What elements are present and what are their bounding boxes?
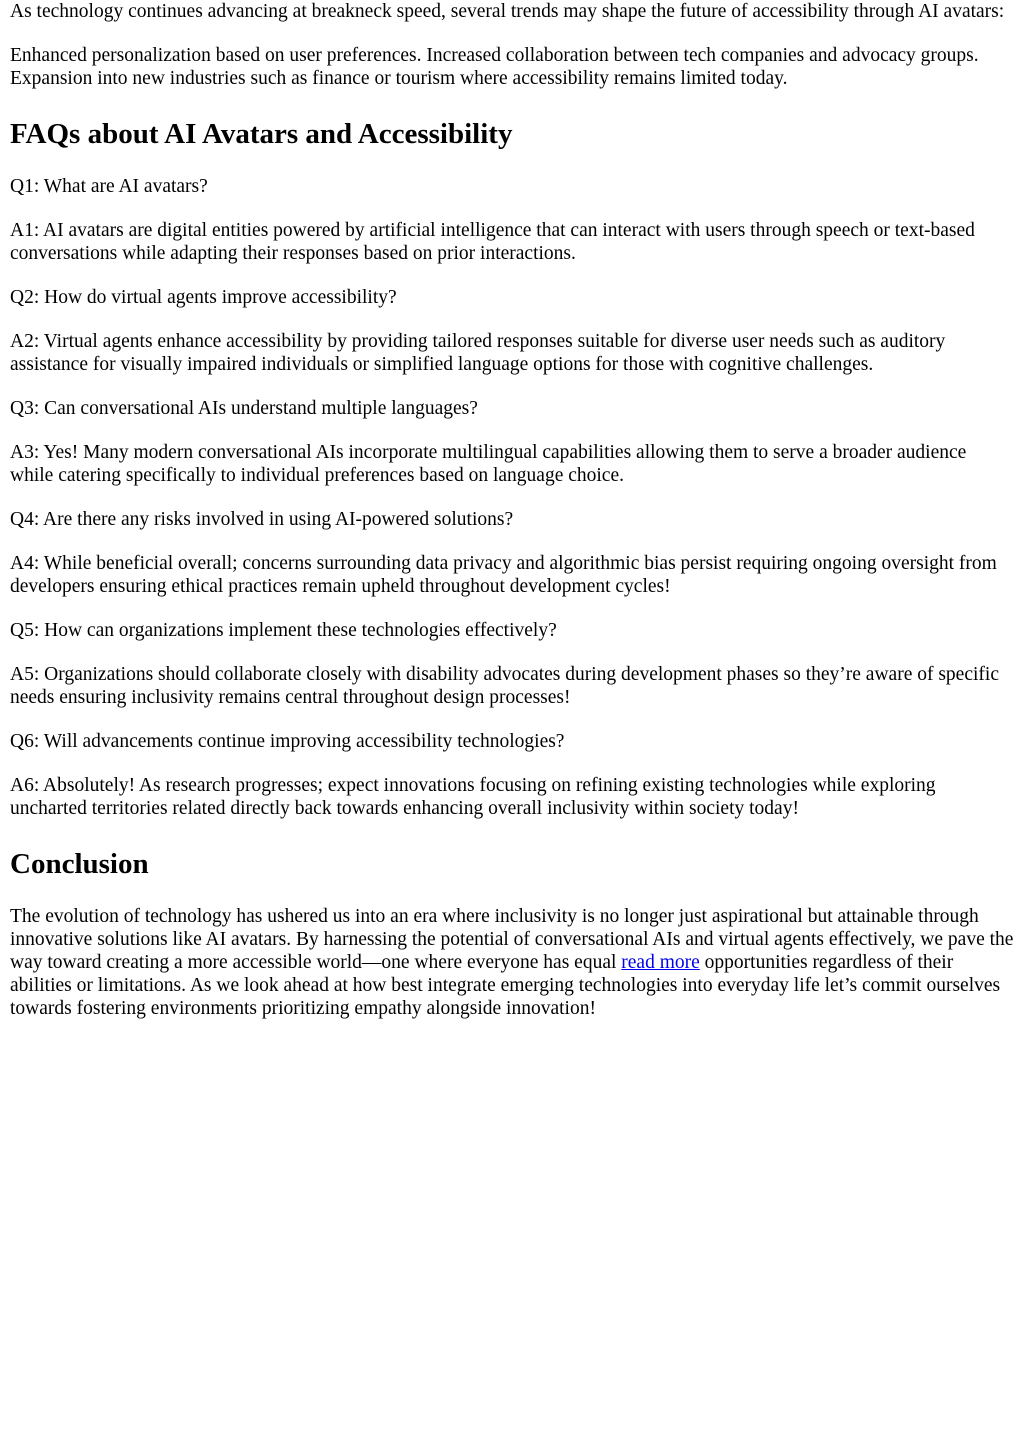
faq-answer: A4: While beneficial overall; concerns surrounding data privacy and algorithmic bias persist requiring ongoing oversight from developers ensuring ethical practices remain upheld throughout development cycles! (10, 553, 997, 597)
faq-answer: A6: Absolutely! As research progresses; expect innovations focusing on refining existing technologies while exploring uncharted territories related directly back towards enhancing overall inclusivity within society today! (10, 775, 936, 819)
faq-question: Q1: What are AI avatars? (10, 176, 208, 197)
faq-question: Q2: How do virtual agents improve accessibility? (10, 287, 397, 308)
conclusion-text-end: opportunities regardless of their abilities or limitations. As we look ahead at how best integrate emerging technologies into everyday life let’s commit ourselves towards fostering environments prioritizing empathy alongside innovation! (10, 952, 1001, 1019)
faq-answer: A3: Yes! Many modern conversational AIs incorporate multilingual capabilities allowing them to serve a broader audience while catering specifically to individual preferences based on language choice. (10, 442, 967, 486)
faq-heading: FAQs about AI Avatars and Accessibility (10, 118, 513, 150)
faq-question: Q4: Are there any risks involved in using AI-powered solutions? (10, 509, 514, 530)
faq-answer: A5: Organizations should collaborate closely with disability advocates during development phases so they’re aware of specific needs ensuring inclusivity remains central throughout design processes! (10, 664, 999, 708)
faq-list (10, 175, 1014, 820)
faq-answer: A1: AI avatars are digital entities powered by artificial intelligence that can interact with users through speech or text-based conversations while adapting their responses based on prior interactions. (10, 220, 975, 264)
conclusion-text-start: The evolution of technology has ushered us into an era where inclusivity is no longer just aspirational but attainable through innovative solutions like AI avatars. By harnessing the potential of conversational AIs and virtual agents effectively, we pave the way toward creating a more accessible world—one where everyone has equal (10, 906, 1014, 973)
trends-list-paragraph: Enhanced personalization based on user preferences. Increased collaboration between tech companies and advocacy groups. Expansion into new industries such as finance or tourism where accessibility remains limited today. (10, 45, 979, 89)
read-more-link[interactable]: read more (621, 952, 700, 973)
trends-intro-paragraph: As technology continues advancing at breakneck speed, several trends may shape the future of accessibility through AI avatars: (10, 1, 1005, 22)
faq-question: Q5: How can organizations implement these technologies effectively? (10, 620, 557, 641)
faq-question: Q6: Will advancements continue improving accessibility technologies? (10, 731, 565, 752)
faq-question: Q3: Can conversational AIs understand multiple languages? (10, 398, 478, 419)
conclusion-heading: Conclusion (10, 848, 149, 880)
faq-answer: A2: Virtual agents enhance accessibility by providing tailored responses suitable for diverse user needs such as auditory assistance for visually impaired individuals or simplified language options for those with cognitive challenges. (10, 331, 946, 375)
conclusion-paragraph (10, 905, 1014, 1020)
